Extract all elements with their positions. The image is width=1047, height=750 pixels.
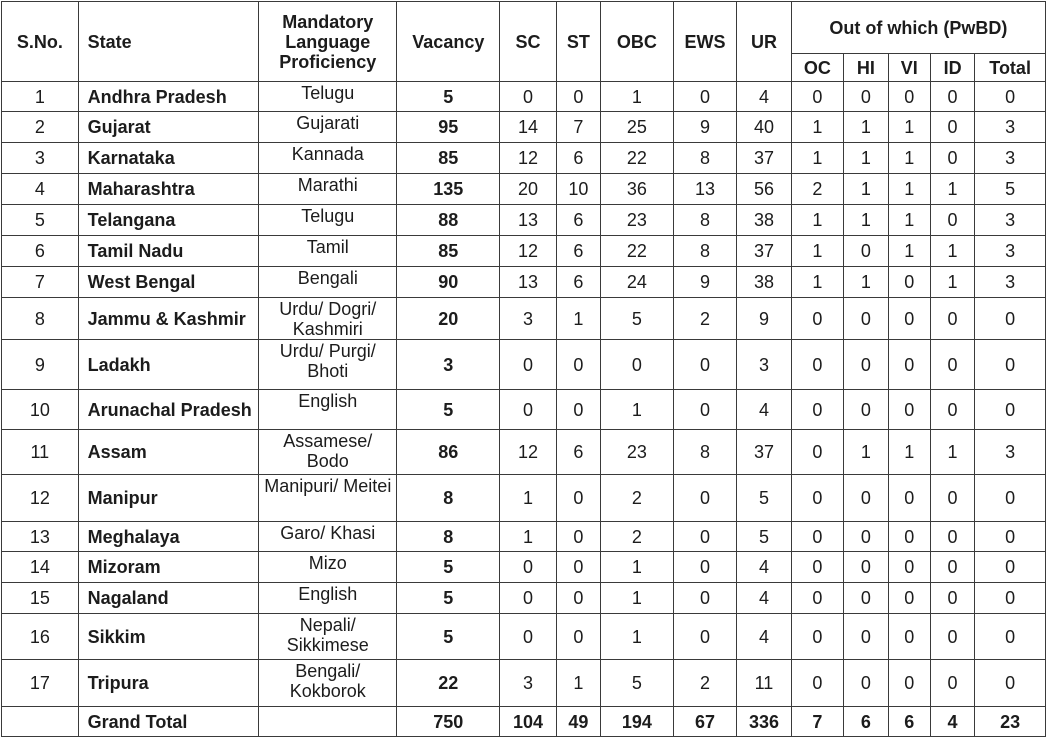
table-row bbox=[2, 614, 1046, 660]
cell-id: 0 bbox=[930, 660, 974, 707]
cell-id: 0 bbox=[930, 522, 974, 552]
cell-oc: 2 bbox=[791, 174, 843, 205]
cell-id: 0 bbox=[930, 614, 974, 660]
cell-language: English bbox=[259, 583, 397, 614]
cell-oc: 1 bbox=[791, 112, 843, 143]
grand-total-obc: 194 bbox=[601, 707, 674, 737]
header-vacancy: Vacancy bbox=[397, 2, 500, 82]
cell-ur: 40 bbox=[737, 112, 791, 143]
cell-obc: 2 bbox=[601, 475, 674, 522]
cell-sc: 12 bbox=[500, 143, 556, 174]
cell-language: Nepali/ Sikkimese bbox=[259, 614, 397, 660]
cell-hi: 1 bbox=[844, 205, 888, 236]
cell-vi: 1 bbox=[888, 174, 930, 205]
table-row bbox=[2, 583, 1046, 614]
cell-ur: 3 bbox=[737, 340, 791, 390]
cell-st: 0 bbox=[556, 340, 600, 390]
cell-vi: 0 bbox=[888, 340, 930, 390]
table-row bbox=[2, 552, 1046, 583]
cell-vacancy: 85 bbox=[397, 143, 500, 174]
cell-st: 0 bbox=[556, 583, 600, 614]
cell-obc: 1 bbox=[601, 583, 674, 614]
cell-vi: 1 bbox=[888, 205, 930, 236]
cell-vi: 1 bbox=[888, 236, 930, 267]
grand-total-row bbox=[2, 707, 1046, 737]
cell-total: 3 bbox=[975, 236, 1046, 267]
cell-st: 6 bbox=[556, 430, 600, 475]
cell-state: Andhra Pradesh bbox=[78, 82, 259, 112]
cell-vi: 0 bbox=[888, 82, 930, 112]
cell-ews: 0 bbox=[673, 552, 737, 583]
cell-obc: 23 bbox=[601, 205, 674, 236]
cell-state: Assam bbox=[78, 430, 259, 475]
cell-sc: 0 bbox=[500, 614, 556, 660]
header-oc: OC bbox=[791, 54, 843, 82]
cell-obc: 1 bbox=[601, 614, 674, 660]
cell-ews: 0 bbox=[673, 583, 737, 614]
table-body bbox=[2, 82, 1046, 737]
cell-st: 0 bbox=[556, 82, 600, 112]
cell-vi: 0 bbox=[888, 552, 930, 583]
cell-total: 0 bbox=[975, 82, 1046, 112]
grand-total-oc: 7 bbox=[791, 707, 843, 737]
cell-vacancy: 5 bbox=[397, 614, 500, 660]
cell-oc: 0 bbox=[791, 552, 843, 583]
header-language: Mandatory Language Proficiency bbox=[259, 2, 397, 82]
cell-language: Garo/ Khasi bbox=[259, 522, 397, 552]
cell-state: Meghalaya bbox=[78, 522, 259, 552]
cell-hi: 1 bbox=[844, 267, 888, 298]
cell-ur: 5 bbox=[737, 522, 791, 552]
cell-ews: 0 bbox=[673, 614, 737, 660]
cell-obc: 1 bbox=[601, 390, 674, 430]
cell-st: 1 bbox=[556, 660, 600, 707]
cell-total: 5 bbox=[975, 174, 1046, 205]
cell-vi: 0 bbox=[888, 267, 930, 298]
table-row bbox=[2, 340, 1046, 390]
cell-state: Jammu & Kashmir bbox=[78, 298, 259, 340]
cell-vacancy: 8 bbox=[397, 522, 500, 552]
cell-language: Telugu bbox=[259, 82, 397, 112]
cell-state: Manipur bbox=[78, 475, 259, 522]
table-row bbox=[2, 205, 1046, 236]
cell-ews: 0 bbox=[673, 82, 737, 112]
cell-state: West Bengal bbox=[78, 267, 259, 298]
cell-st: 0 bbox=[556, 475, 600, 522]
table-row bbox=[2, 267, 1046, 298]
cell-hi: 0 bbox=[844, 552, 888, 583]
cell-obc: 23 bbox=[601, 430, 674, 475]
grand-total-ur: 336 bbox=[737, 707, 791, 737]
cell-oc: 0 bbox=[791, 298, 843, 340]
cell-hi: 1 bbox=[844, 430, 888, 475]
cell-oc: 0 bbox=[791, 660, 843, 707]
cell-total: 0 bbox=[975, 552, 1046, 583]
cell-vacancy: 3 bbox=[397, 340, 500, 390]
cell-sno: 6 bbox=[2, 236, 79, 267]
cell-sno: 12 bbox=[2, 475, 79, 522]
header-sno: S.No. bbox=[2, 2, 79, 82]
cell-hi: 0 bbox=[844, 614, 888, 660]
cell-oc: 0 bbox=[791, 614, 843, 660]
cell-oc: 0 bbox=[791, 522, 843, 552]
cell-vacancy: 5 bbox=[397, 390, 500, 430]
cell-ews: 0 bbox=[673, 340, 737, 390]
cell-vi: 0 bbox=[888, 614, 930, 660]
cell-state: Nagaland bbox=[78, 583, 259, 614]
cell-total: 0 bbox=[975, 475, 1046, 522]
cell-total: 0 bbox=[975, 340, 1046, 390]
header-ews: EWS bbox=[673, 2, 737, 82]
cell-total: 3 bbox=[975, 112, 1046, 143]
cell-st: 6 bbox=[556, 143, 600, 174]
cell-language: Marathi bbox=[259, 174, 397, 205]
cell-language: Telugu bbox=[259, 205, 397, 236]
cell-total: 0 bbox=[975, 660, 1046, 707]
cell-id: 0 bbox=[930, 583, 974, 614]
table-row bbox=[2, 475, 1046, 522]
table-row bbox=[2, 390, 1046, 430]
table-row bbox=[2, 430, 1046, 475]
cell-sno: 10 bbox=[2, 390, 79, 430]
table-row bbox=[2, 174, 1046, 205]
grand-total-total: 23 bbox=[975, 707, 1046, 737]
cell-ur: 37 bbox=[737, 143, 791, 174]
cell-id: 0 bbox=[930, 82, 974, 112]
cell-sno: 1 bbox=[2, 82, 79, 112]
cell-hi: 0 bbox=[844, 522, 888, 552]
cell-st: 0 bbox=[556, 522, 600, 552]
cell-ur: 9 bbox=[737, 298, 791, 340]
cell-ur: 4 bbox=[737, 552, 791, 583]
cell-state: Gujarat bbox=[78, 112, 259, 143]
cell-vacancy: 5 bbox=[397, 583, 500, 614]
cell-vacancy: 90 bbox=[397, 267, 500, 298]
grand-total-sc: 104 bbox=[500, 707, 556, 737]
grand-total-vi: 6 bbox=[888, 707, 930, 737]
cell-sno: 8 bbox=[2, 298, 79, 340]
cell-language: Urdu/ Dogri/ Kashmiri bbox=[259, 298, 397, 340]
cell-obc: 24 bbox=[601, 267, 674, 298]
cell-oc: 1 bbox=[791, 236, 843, 267]
cell-hi: 0 bbox=[844, 660, 888, 707]
cell-total: 3 bbox=[975, 143, 1046, 174]
cell-sno: 17 bbox=[2, 660, 79, 707]
cell-hi: 1 bbox=[844, 143, 888, 174]
cell-sno-empty bbox=[2, 707, 79, 737]
cell-id: 1 bbox=[930, 174, 974, 205]
grand-total-id: 4 bbox=[930, 707, 974, 737]
cell-language-empty bbox=[259, 707, 397, 737]
cell-oc: 0 bbox=[791, 390, 843, 430]
cell-state: Tripura bbox=[78, 660, 259, 707]
header-state: State bbox=[78, 2, 259, 82]
cell-id: 1 bbox=[930, 236, 974, 267]
cell-id: 0 bbox=[930, 112, 974, 143]
cell-oc: 1 bbox=[791, 143, 843, 174]
cell-sc: 12 bbox=[500, 236, 556, 267]
cell-sc: 20 bbox=[500, 174, 556, 205]
cell-ews: 8 bbox=[673, 143, 737, 174]
cell-ews: 2 bbox=[673, 298, 737, 340]
cell-ur: 4 bbox=[737, 614, 791, 660]
cell-language: English bbox=[259, 390, 397, 430]
cell-state: Tamil Nadu bbox=[78, 236, 259, 267]
table-row bbox=[2, 298, 1046, 340]
grand-total-st: 49 bbox=[556, 707, 600, 737]
cell-sno: 5 bbox=[2, 205, 79, 236]
cell-id: 0 bbox=[930, 390, 974, 430]
cell-state: Mizoram bbox=[78, 552, 259, 583]
cell-language: Urdu/ Purgi/ Bhoti bbox=[259, 340, 397, 390]
header-total: Total bbox=[975, 54, 1046, 82]
cell-vi: 0 bbox=[888, 583, 930, 614]
cell-vi: 0 bbox=[888, 660, 930, 707]
grand-total-ews: 67 bbox=[673, 707, 737, 737]
cell-obc: 2 bbox=[601, 522, 674, 552]
header-sc: SC bbox=[500, 2, 556, 82]
cell-st: 10 bbox=[556, 174, 600, 205]
cell-language: Bengali/ Kokborok bbox=[259, 660, 397, 707]
cell-state: Sikkim bbox=[78, 614, 259, 660]
cell-obc: 22 bbox=[601, 236, 674, 267]
cell-sno: 16 bbox=[2, 614, 79, 660]
cell-hi: 0 bbox=[844, 475, 888, 522]
cell-id: 0 bbox=[930, 340, 974, 390]
cell-id: 0 bbox=[930, 298, 974, 340]
cell-obc: 0 bbox=[601, 340, 674, 390]
cell-id: 0 bbox=[930, 552, 974, 583]
cell-ews: 8 bbox=[673, 205, 737, 236]
cell-obc: 5 bbox=[601, 298, 674, 340]
cell-sno: 2 bbox=[2, 112, 79, 143]
cell-sc: 14 bbox=[500, 112, 556, 143]
cell-obc: 36 bbox=[601, 174, 674, 205]
table-row bbox=[2, 112, 1046, 143]
grand-total-vacancy: 750 bbox=[397, 707, 500, 737]
cell-hi: 1 bbox=[844, 174, 888, 205]
cell-oc: 0 bbox=[791, 583, 843, 614]
table-row bbox=[2, 143, 1046, 174]
cell-oc: 1 bbox=[791, 205, 843, 236]
cell-st: 6 bbox=[556, 236, 600, 267]
cell-language: Kannada bbox=[259, 143, 397, 174]
cell-vacancy: 86 bbox=[397, 430, 500, 475]
cell-language: Gujarati bbox=[259, 112, 397, 143]
cell-vi: 0 bbox=[888, 298, 930, 340]
cell-ews: 8 bbox=[673, 236, 737, 267]
cell-sno: 3 bbox=[2, 143, 79, 174]
cell-oc: 0 bbox=[791, 82, 843, 112]
cell-state: Karnataka bbox=[78, 143, 259, 174]
cell-oc: 0 bbox=[791, 475, 843, 522]
vacancy-table bbox=[1, 1, 1046, 737]
cell-vacancy: 85 bbox=[397, 236, 500, 267]
cell-language: Assamese/ Bodo bbox=[259, 430, 397, 475]
table-row bbox=[2, 82, 1046, 112]
cell-language: Manipuri/ Meitei bbox=[259, 475, 397, 522]
header-vi: VI bbox=[888, 54, 930, 82]
grand-total-hi: 6 bbox=[844, 707, 888, 737]
cell-st: 6 bbox=[556, 267, 600, 298]
cell-ur: 4 bbox=[737, 583, 791, 614]
cell-oc: 1 bbox=[791, 267, 843, 298]
cell-obc: 1 bbox=[601, 552, 674, 583]
cell-st: 0 bbox=[556, 552, 600, 583]
cell-ews: 0 bbox=[673, 390, 737, 430]
cell-vacancy: 95 bbox=[397, 112, 500, 143]
cell-sc: 0 bbox=[500, 82, 556, 112]
cell-vacancy: 88 bbox=[397, 205, 500, 236]
cell-sno: 15 bbox=[2, 583, 79, 614]
cell-ur: 38 bbox=[737, 205, 791, 236]
table-row bbox=[2, 660, 1046, 707]
cell-vacancy: 8 bbox=[397, 475, 500, 522]
table-row bbox=[2, 522, 1046, 552]
cell-vi: 0 bbox=[888, 475, 930, 522]
cell-total: 0 bbox=[975, 614, 1046, 660]
header-obc: OBC bbox=[601, 2, 674, 82]
cell-language: Tamil bbox=[259, 236, 397, 267]
cell-id: 0 bbox=[930, 143, 974, 174]
table-row bbox=[2, 236, 1046, 267]
cell-id: 0 bbox=[930, 475, 974, 522]
cell-sc: 0 bbox=[500, 583, 556, 614]
cell-oc: 0 bbox=[791, 340, 843, 390]
cell-vacancy: 22 bbox=[397, 660, 500, 707]
cell-state: Ladakh bbox=[78, 340, 259, 390]
cell-obc: 1 bbox=[601, 82, 674, 112]
cell-sc: 13 bbox=[500, 267, 556, 298]
cell-obc: 22 bbox=[601, 143, 674, 174]
cell-vi: 1 bbox=[888, 143, 930, 174]
cell-hi: 0 bbox=[844, 298, 888, 340]
cell-sno: 4 bbox=[2, 174, 79, 205]
cell-vacancy: 5 bbox=[397, 82, 500, 112]
cell-state: Arunachal Pradesh bbox=[78, 390, 259, 430]
header-id: ID bbox=[930, 54, 974, 82]
cell-vi: 0 bbox=[888, 522, 930, 552]
cell-ur: 4 bbox=[737, 390, 791, 430]
cell-total: 3 bbox=[975, 430, 1046, 475]
header-hi: HI bbox=[844, 54, 888, 82]
cell-ur: 11 bbox=[737, 660, 791, 707]
cell-ews: 0 bbox=[673, 522, 737, 552]
header-ur: UR bbox=[737, 2, 791, 82]
cell-ews: 2 bbox=[673, 660, 737, 707]
cell-hi: 0 bbox=[844, 340, 888, 390]
cell-id: 0 bbox=[930, 205, 974, 236]
cell-ur: 5 bbox=[737, 475, 791, 522]
cell-ur: 37 bbox=[737, 430, 791, 475]
cell-vi: 0 bbox=[888, 390, 930, 430]
cell-sc: 13 bbox=[500, 205, 556, 236]
cell-sno: 14 bbox=[2, 552, 79, 583]
cell-obc: 25 bbox=[601, 112, 674, 143]
grand-total-label: Grand Total bbox=[78, 707, 259, 737]
cell-hi: 0 bbox=[844, 236, 888, 267]
cell-sc: 3 bbox=[500, 660, 556, 707]
cell-ews: 0 bbox=[673, 475, 737, 522]
cell-sc: 0 bbox=[500, 552, 556, 583]
cell-oc: 0 bbox=[791, 430, 843, 475]
cell-ews: 8 bbox=[673, 430, 737, 475]
cell-ur: 4 bbox=[737, 82, 791, 112]
cell-total: 3 bbox=[975, 205, 1046, 236]
cell-hi: 0 bbox=[844, 82, 888, 112]
cell-total: 3 bbox=[975, 267, 1046, 298]
cell-vi: 1 bbox=[888, 430, 930, 475]
cell-total: 0 bbox=[975, 522, 1046, 552]
cell-obc: 5 bbox=[601, 660, 674, 707]
cell-vi: 1 bbox=[888, 112, 930, 143]
cell-sno: 7 bbox=[2, 267, 79, 298]
cell-ews: 13 bbox=[673, 174, 737, 205]
cell-ur: 56 bbox=[737, 174, 791, 205]
cell-st: 1 bbox=[556, 298, 600, 340]
cell-sc: 3 bbox=[500, 298, 556, 340]
header-st: ST bbox=[556, 2, 600, 82]
cell-st: 0 bbox=[556, 614, 600, 660]
cell-ews: 9 bbox=[673, 267, 737, 298]
cell-vacancy: 20 bbox=[397, 298, 500, 340]
cell-vacancy: 5 bbox=[397, 552, 500, 583]
cell-sc: 0 bbox=[500, 340, 556, 390]
cell-total: 0 bbox=[975, 298, 1046, 340]
table-header bbox=[2, 2, 1046, 82]
cell-ur: 38 bbox=[737, 267, 791, 298]
cell-st: 6 bbox=[556, 205, 600, 236]
cell-id: 1 bbox=[930, 430, 974, 475]
cell-vacancy: 135 bbox=[397, 174, 500, 205]
header-pwbd-group: Out of which (PwBD) bbox=[791, 2, 1045, 54]
cell-sc: 1 bbox=[500, 475, 556, 522]
cell-state: Telangana bbox=[78, 205, 259, 236]
cell-language: Mizo bbox=[259, 552, 397, 583]
cell-total: 0 bbox=[975, 390, 1046, 430]
cell-hi: 0 bbox=[844, 583, 888, 614]
cell-total: 0 bbox=[975, 583, 1046, 614]
cell-hi: 0 bbox=[844, 390, 888, 430]
cell-id: 1 bbox=[930, 267, 974, 298]
cell-st: 7 bbox=[556, 112, 600, 143]
cell-sno: 11 bbox=[2, 430, 79, 475]
cell-ur: 37 bbox=[737, 236, 791, 267]
cell-sc: 12 bbox=[500, 430, 556, 475]
cell-sno: 13 bbox=[2, 522, 79, 552]
cell-language: Bengali bbox=[259, 267, 397, 298]
cell-sc: 0 bbox=[500, 390, 556, 430]
cell-ews: 9 bbox=[673, 112, 737, 143]
cell-st: 0 bbox=[556, 390, 600, 430]
cell-state: Maharashtra bbox=[78, 174, 259, 205]
cell-sno: 9 bbox=[2, 340, 79, 390]
cell-sc: 1 bbox=[500, 522, 556, 552]
cell-hi: 1 bbox=[844, 112, 888, 143]
